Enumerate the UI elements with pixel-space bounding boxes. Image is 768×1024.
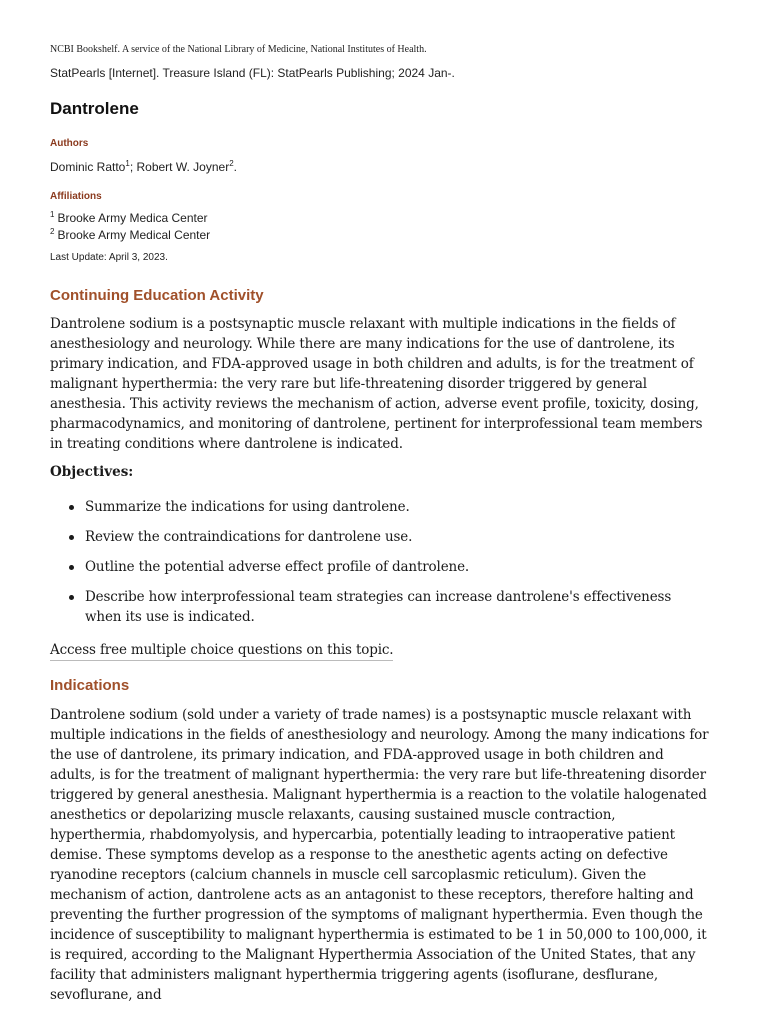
list-item xyxy=(50,557,710,577)
affiliation-text: Brooke Army Medical Center xyxy=(57,228,211,242)
bullet-icon xyxy=(69,505,74,510)
objective-text: Summarize the indications for using dantrolene. xyxy=(85,499,410,515)
affiliation-number: 2 xyxy=(50,227,55,236)
bullet-icon xyxy=(69,535,74,540)
citation-line: StatPearls [Internet]. Treasure Island (FL): StatPearls Publishing; 2024 Jan-. xyxy=(50,66,455,80)
bullet-icon xyxy=(69,565,74,570)
page-title: Dantrolene xyxy=(50,99,139,118)
objectives-heading: Objectives: xyxy=(50,464,134,480)
objectives-list xyxy=(50,497,710,637)
author-name[interactable]: Dominic Ratto xyxy=(50,160,126,174)
affiliation-item xyxy=(50,210,208,225)
objective-text: Outline the potential adverse effect profile of dantrolene. xyxy=(85,559,470,575)
affiliation-text: Brooke Army Medica Center xyxy=(57,211,208,225)
author-affiliation-ref[interactable]: 2 xyxy=(229,159,234,168)
indications-heading: Indications xyxy=(50,677,130,694)
list-item xyxy=(50,587,710,627)
provider-line: NCBI Bookshelf. A service of the National Library of Medicine, National Institutes of Health. xyxy=(50,44,427,55)
ce-activity-body: Dantrolene sodium is a postsynaptic muscle relaxant with multiple indications in the fields of anesthesiology and neurology. While there are many indications for the use of dantrolene, its primary indication, and FDA-approved usage in both children and adults, is for the treatment of malignant hyperthermia: the very rare but life-threatening disorder triggered by general anesthesia. This activity reviews the mechanism of action, adverse event profile, toxicity, dosing, pharmacodynamics, and monitoring of dantrolene, pertinent for interprofessional team members in treating conditions where dantrolene is indicated. xyxy=(50,316,703,452)
last-update: Last Update: April 3, 2023. xyxy=(50,252,168,263)
list-item xyxy=(50,497,710,517)
author-separator: . xyxy=(233,160,237,174)
objective-text: Review the contraindications for dantrolene use. xyxy=(85,529,413,545)
affiliation-number: 1 xyxy=(50,210,55,219)
list-item xyxy=(50,527,710,547)
quiz-link[interactable]: Access free multiple choice questions on this topic. xyxy=(50,640,393,661)
authors-heading: Authors xyxy=(50,138,89,149)
author-name[interactable]: Robert W. Joyner xyxy=(136,160,230,174)
indications-body: Dantrolene sodium (sold under a variety of trade names) is a postsynaptic muscle relaxant with multiple indications in the fields of anesthesiology and neurology. Among the many indications for the use of dantrolene, its primary indication, and FDA-approved usage in both children and adults, is for the treatment of malignant hyperthermia: the very rare but life-threatening disorder triggered by general anesthesia. Malignant hyperthermia is a reaction to the volatile halogenated anesthetics or depolarizing muscle relaxants, causing sustained muscle contraction, hyperthermia, rhabdomyolysis, and hypercarbia, potentially leading to intraoperative patient demise. These symptoms develop as a response to the anesthetic agents acting on defective ryanodine receptors (calcium channels in muscle cell sarcoplasmic reticulum). Given the mechanism of action, dantrolene acts as an antagonist to these receptors, therefore halting and preventing the further progression of the symptoms of malignant hyperthermia. Even though the incidence of susceptibility to malignant hyperthermia is estimated to be 1 in 50,000 to 100,000, it is required, according to the Malignant Hyperthermia Association of the United States, that any facility that administers malignant hyperthermia triggering agents (isoflurane, desflurane, sevoflurane, and xyxy=(50,707,709,1003)
affiliations-heading: Affiliations xyxy=(50,191,102,202)
ce-activity-heading: Continuing Education Activity xyxy=(50,287,264,304)
author-separator: ; xyxy=(129,160,137,174)
author-affiliation-ref[interactable]: 1 xyxy=(125,159,130,168)
objective-text: Describe how interprofessional team strategies can increase dantrolene's effectiveness when its use is indicated. xyxy=(85,589,672,625)
authors-list xyxy=(50,159,237,174)
affiliation-item xyxy=(50,227,210,242)
bullet-icon xyxy=(69,595,74,600)
